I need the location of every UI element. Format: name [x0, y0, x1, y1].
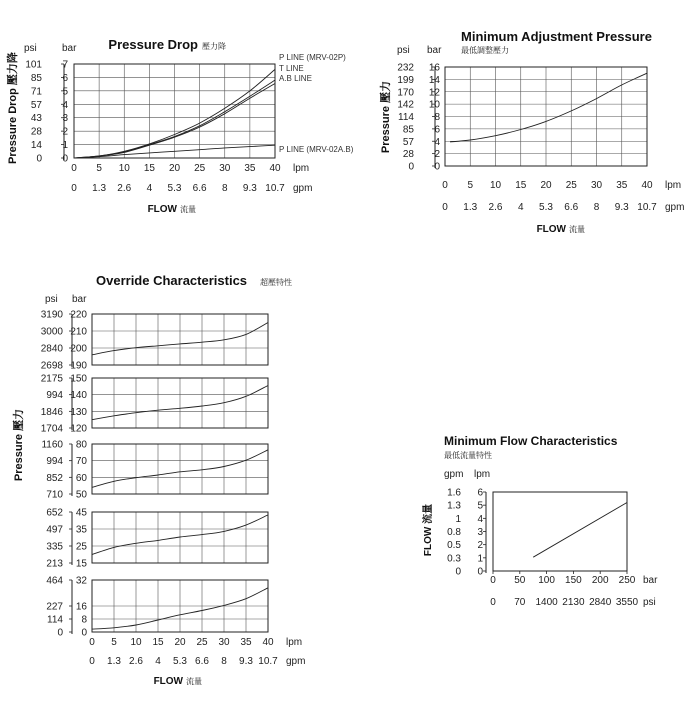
oc-x-tick-6: 30	[218, 637, 230, 648]
mfc-y-tick-0: 0	[477, 566, 483, 578]
map-y-tick-8: 16	[428, 62, 440, 74]
oc-p4-y-tick-3: 32	[75, 575, 87, 587]
pd-y-tick-4: 4	[62, 99, 68, 111]
map-y2-tick-0: 0	[408, 161, 414, 173]
pd-x-tick-2: 10	[118, 163, 130, 174]
pd-y2-tick-0: 0	[36, 153, 42, 165]
map-y-tick-1: 2	[434, 149, 440, 161]
pd-x-tick-0: 0	[71, 163, 77, 174]
oc-x2-tick-8: 10.7	[258, 656, 278, 667]
mfc-x2-tick-2: 1400	[535, 597, 558, 608]
oc-p3-y-tick-3: 45	[75, 507, 87, 519]
oc-x2-tick-0: 0	[89, 656, 95, 667]
pd-x2-tick-7: 9.3	[242, 183, 257, 194]
pd-legend-1: T LINE	[279, 64, 304, 73]
pd-ylabel: Pressure Drop 壓力降	[7, 52, 19, 164]
pd-x2-tick-0: 0	[71, 183, 77, 194]
oc-unit-psi: psi	[45, 294, 58, 305]
pd-x2-tick-3: 4	[146, 183, 153, 194]
pd-x-tick-5: 25	[194, 163, 206, 174]
pd-legend-3: P LINE (MRV-02A.B)	[279, 145, 354, 154]
oc-p2-y-tick-0: 50	[75, 489, 87, 501]
pd-x2-tick-5: 6.6	[192, 183, 207, 194]
mfc-y2-tick-1: 0.3	[447, 553, 461, 565]
mfc-x2-tick-1: 70	[514, 597, 526, 608]
oc-p0-y2-tick-3: 3190	[40, 309, 63, 321]
map-y-tick-6: 12	[428, 87, 440, 99]
map-ylabel: Pressure 壓力	[380, 80, 392, 154]
mfc-y-tick-2: 2	[477, 540, 483, 552]
oc-x2-tick-6: 8	[221, 656, 227, 667]
oc-p0-y-tick-2: 210	[70, 326, 87, 338]
map-x2-tick-8: 10.7	[637, 202, 657, 213]
map-x2-tick-0: 0	[442, 202, 448, 213]
oc-p4-y2-tick-3: 464	[46, 575, 63, 587]
oc-p1-y2-tick-3: 2175	[40, 373, 63, 385]
map-x-tick-3: 15	[515, 180, 527, 191]
oc-ylabel: Pressure 壓力	[13, 408, 25, 482]
map-series-0	[450, 73, 647, 142]
map-y-tick-7: 14	[428, 74, 440, 86]
oc-p0-y-tick-0: 190	[70, 360, 87, 372]
pd-x-tick-8: 40	[269, 163, 281, 174]
oc-p4-y-tick-2: 16	[75, 601, 87, 613]
mfc-x2-tick-5: 3550	[615, 597, 639, 608]
mfc-x-tick-2: 100	[538, 575, 555, 586]
oc-p2-y2-tick-3: 1160	[41, 439, 63, 451]
map-y2-tick-6: 170	[397, 87, 414, 99]
pd-x-tick-3: 15	[143, 163, 155, 174]
map-x-tick-6: 30	[590, 180, 603, 191]
oc-p2-y2-tick-2: 994	[46, 456, 63, 468]
mfc-y-tick-5: 5	[477, 500, 483, 512]
oc-p4-y-tick-0: 0	[81, 627, 87, 639]
oc-xlabel: FLOW	[153, 676, 183, 687]
oc-x-tick-3: 15	[152, 637, 164, 648]
pd-y2-tick-5: 71	[30, 86, 42, 98]
oc-x-tick-5: 25	[196, 637, 208, 648]
map-y-tick-5: 10	[428, 99, 440, 111]
oc-p3-y2-tick-0: 213	[46, 558, 63, 570]
oc-p2-y-tick-1: 60	[75, 472, 87, 484]
mfc-x-tick-1: 50	[514, 575, 526, 586]
map-xlabel: FLOW	[536, 224, 566, 235]
oc-p2-y2-tick-0: 710	[46, 489, 63, 501]
map-x-tick-1: 5	[467, 180, 474, 191]
pd-xlabel-cn: 流量	[180, 205, 196, 214]
oc-x2-tick-7: 9.3	[239, 656, 253, 667]
oc-p0-y2-tick-2: 3000	[40, 326, 63, 338]
pd-x2-tick-1: 1.3	[92, 183, 107, 194]
map-unit-psi: psi	[397, 45, 410, 56]
mfc-ylabel: FLOW 流量	[423, 503, 434, 557]
pd-y2-tick-3: 43	[30, 113, 42, 125]
mfc-y2-tick-3: 0.8	[447, 527, 461, 538]
oc-p4-y2-tick-0: 0	[57, 627, 63, 639]
pd-y-tick-1: 1	[62, 140, 68, 152]
oc-p2-y2-tick-1: 852	[46, 472, 63, 484]
mfc-y2-tick-6: 1.6	[447, 487, 461, 499]
oc-x2-tick-5: 6.6	[195, 656, 209, 667]
pd-y-tick-2: 2	[62, 126, 68, 138]
map-x2-tick-3: 4	[517, 202, 524, 213]
pd-y2-tick-2: 28	[30, 126, 42, 138]
map-x2-tick-7: 9.3	[614, 202, 629, 213]
map-x-tick-2: 10	[489, 180, 502, 191]
map-y2-tick-4: 114	[398, 112, 414, 123]
map-x-tick-5: 25	[565, 180, 577, 191]
oc-x-unit: lpm	[286, 637, 303, 648]
mfc-y-tick-4: 4	[477, 513, 483, 525]
map-x2-unit: gpm	[665, 202, 685, 213]
oc-x2-tick-1: 1.3	[107, 656, 121, 667]
map-x-tick-4: 20	[540, 180, 552, 191]
map-xlabel-cn: 流量	[569, 225, 585, 234]
mfc-frame	[493, 492, 627, 571]
oc-x-tick-7: 35	[240, 637, 252, 648]
map-y2-tick-1: 28	[402, 149, 414, 161]
map-y-tick-0: 0	[434, 161, 440, 173]
oc-x-tick-4: 20	[174, 637, 186, 648]
mfc-y-tick-3: 3	[477, 527, 483, 538]
oc-p1-y-tick-0: 120	[70, 423, 87, 435]
oc-x-tick-2: 10	[130, 637, 142, 648]
mfc-title-cn: 最低流量特性	[444, 451, 492, 460]
oc-title: Override Characteristics	[96, 273, 248, 288]
oc-xlabel-cn: 流量	[186, 677, 202, 686]
mfc-x-tick-5: 250	[618, 575, 636, 586]
map-title: Minimum Adjustment Pressure	[461, 29, 652, 44]
map-x2-tick-2: 2.6	[488, 202, 503, 213]
oc-p0-y2-tick-0: 2698	[40, 360, 63, 372]
map-x-tick-0: 0	[442, 180, 448, 191]
mfc-x-tick-4: 200	[591, 575, 609, 586]
pd-x2-tick-4: 5.3	[167, 183, 182, 194]
mfc-x-unit: bar	[643, 575, 658, 586]
oc-p0-y2-tick-1: 2840	[40, 343, 63, 355]
oc-title-cn: 超壓特性	[260, 278, 292, 287]
map-y-tick-3: 6	[434, 124, 440, 136]
pd-x2-tick-8: 10.7	[265, 183, 285, 194]
oc-x2-unit: gpm	[286, 656, 306, 667]
oc-x-tick-1: 5	[111, 637, 117, 648]
mfc-x2-tick-4: 2840	[589, 597, 612, 608]
pd-x2-unit: gpm	[293, 183, 313, 194]
oc-p1-y2-tick-1: 1846	[40, 406, 63, 418]
oc-x2-tick-2: 2.6	[129, 656, 143, 667]
map-x2-tick-1: 1.3	[463, 202, 478, 213]
mfc-y-tick-6: 6	[477, 487, 483, 499]
mfc-y2-tick-2: 0.5	[447, 540, 461, 552]
mfc-unit-lpm: lpm	[474, 469, 491, 480]
oc-p1-y2-tick-2: 994	[46, 390, 63, 402]
map-y2-tick-8: 232	[397, 62, 414, 74]
oc-p0-y-tick-3: 220	[70, 309, 87, 321]
oc-p4-y2-tick-1: 114	[47, 614, 63, 626]
oc-p1-y-tick-1: 130	[70, 406, 87, 418]
oc-x-tick-0: 0	[89, 637, 95, 648]
pd-x-tick-1: 5	[96, 163, 102, 174]
pd-y-tick-0: 0	[62, 153, 68, 165]
map-x2-tick-4: 5.3	[539, 202, 553, 213]
oc-unit-bar: bar	[72, 294, 87, 305]
mfc-y2-tick-0: 0	[455, 566, 461, 578]
pd-y2-tick-7: 101	[25, 59, 42, 71]
oc-x-tick-8: 40	[262, 637, 274, 648]
pd-x-tick-7: 35	[244, 163, 256, 174]
oc-p3-y-tick-1: 25	[75, 541, 87, 553]
oc-p4-y2-tick-2: 227	[46, 601, 63, 613]
mfc-x-tick-3: 150	[565, 575, 582, 586]
oc-p2-y-tick-3: 80	[75, 439, 87, 451]
pd-x2-tick-2: 2.6	[117, 183, 132, 194]
map-title-cn: 最低調整壓力	[461, 46, 509, 55]
mfc-x2-unit: psi	[643, 597, 656, 608]
oc-x2-tick-4: 5.3	[173, 656, 187, 667]
mfc-series-0	[533, 503, 627, 558]
oc-p1-y2-tick-0: 1704	[40, 423, 63, 435]
oc-p3-y-tick-0: 15	[75, 558, 87, 570]
oc-p1-y-tick-3: 150	[70, 373, 87, 385]
mfc-x2-tick-0: 0	[490, 597, 496, 608]
oc-p1-y-tick-2: 140	[70, 390, 87, 402]
oc-p3-y-tick-2: 35	[75, 524, 87, 536]
oc-p3-y2-tick-1: 335	[46, 541, 63, 553]
mfc-unit-gpm: gpm	[444, 469, 464, 480]
map-x-tick-8: 40	[641, 180, 653, 191]
oc-p3-y2-tick-2: 497	[46, 524, 63, 536]
mfc-x-tick-0: 0	[490, 575, 496, 586]
pd-x-tick-6: 30	[219, 163, 231, 174]
pd-legend-2: A.B LINE	[279, 74, 312, 83]
oc-p2-y-tick-2: 70	[75, 456, 87, 468]
pd-y-tick-3: 3	[62, 113, 68, 125]
mfc-x2-tick-3: 2130	[562, 597, 585, 608]
map-x2-tick-6: 8	[593, 202, 600, 213]
map-y2-tick-5: 142	[397, 99, 414, 111]
map-y2-tick-3: 85	[402, 124, 414, 136]
pd-y-tick-5: 5	[62, 86, 68, 98]
map-x2-tick-5: 6.6	[564, 202, 579, 213]
mfc-y2-tick-4: 1	[455, 513, 461, 525]
oc-x2-tick-3: 4	[155, 656, 161, 667]
map-x-tick-7: 35	[616, 180, 628, 191]
pd-y-tick-7: 7	[62, 59, 68, 71]
pd-x-tick-4: 20	[168, 163, 181, 174]
mfc-y2-tick-5: 1.3	[447, 500, 461, 512]
pd-y2-tick-1: 14	[30, 140, 42, 152]
oc-p3-y2-tick-3: 652	[46, 507, 63, 519]
pd-x-unit: lpm	[293, 163, 310, 174]
pd-y2-tick-6: 85	[30, 72, 42, 84]
map-x-unit: lpm	[665, 180, 682, 191]
map-y2-tick-2: 57	[402, 136, 414, 148]
map-y-tick-2: 4	[434, 136, 440, 148]
oc-p4-y-tick-1: 8	[81, 614, 87, 626]
map-y-tick-4: 8	[434, 112, 440, 123]
pd-title-cn: 壓力降	[202, 42, 226, 51]
pd-unit-psi: psi	[24, 43, 37, 54]
pd-title: Pressure Drop	[108, 37, 198, 52]
mfc-title: Minimum Flow Characteristics	[444, 434, 618, 448]
pd-x2-tick-6: 8	[221, 183, 228, 194]
pd-y-tick-6: 6	[62, 72, 68, 84]
map-unit-bar: bar	[427, 45, 442, 56]
pd-legend-0: P LINE (MRV-02P)	[279, 53, 346, 62]
pd-unit-bar: bar	[62, 43, 77, 54]
pd-xlabel: FLOW	[147, 204, 177, 215]
oc-p0-y-tick-1: 200	[70, 343, 87, 355]
map-y2-tick-7: 199	[397, 74, 414, 86]
pd-y2-tick-4: 57	[30, 99, 42, 111]
mfc-y-tick-1: 1	[477, 553, 483, 565]
